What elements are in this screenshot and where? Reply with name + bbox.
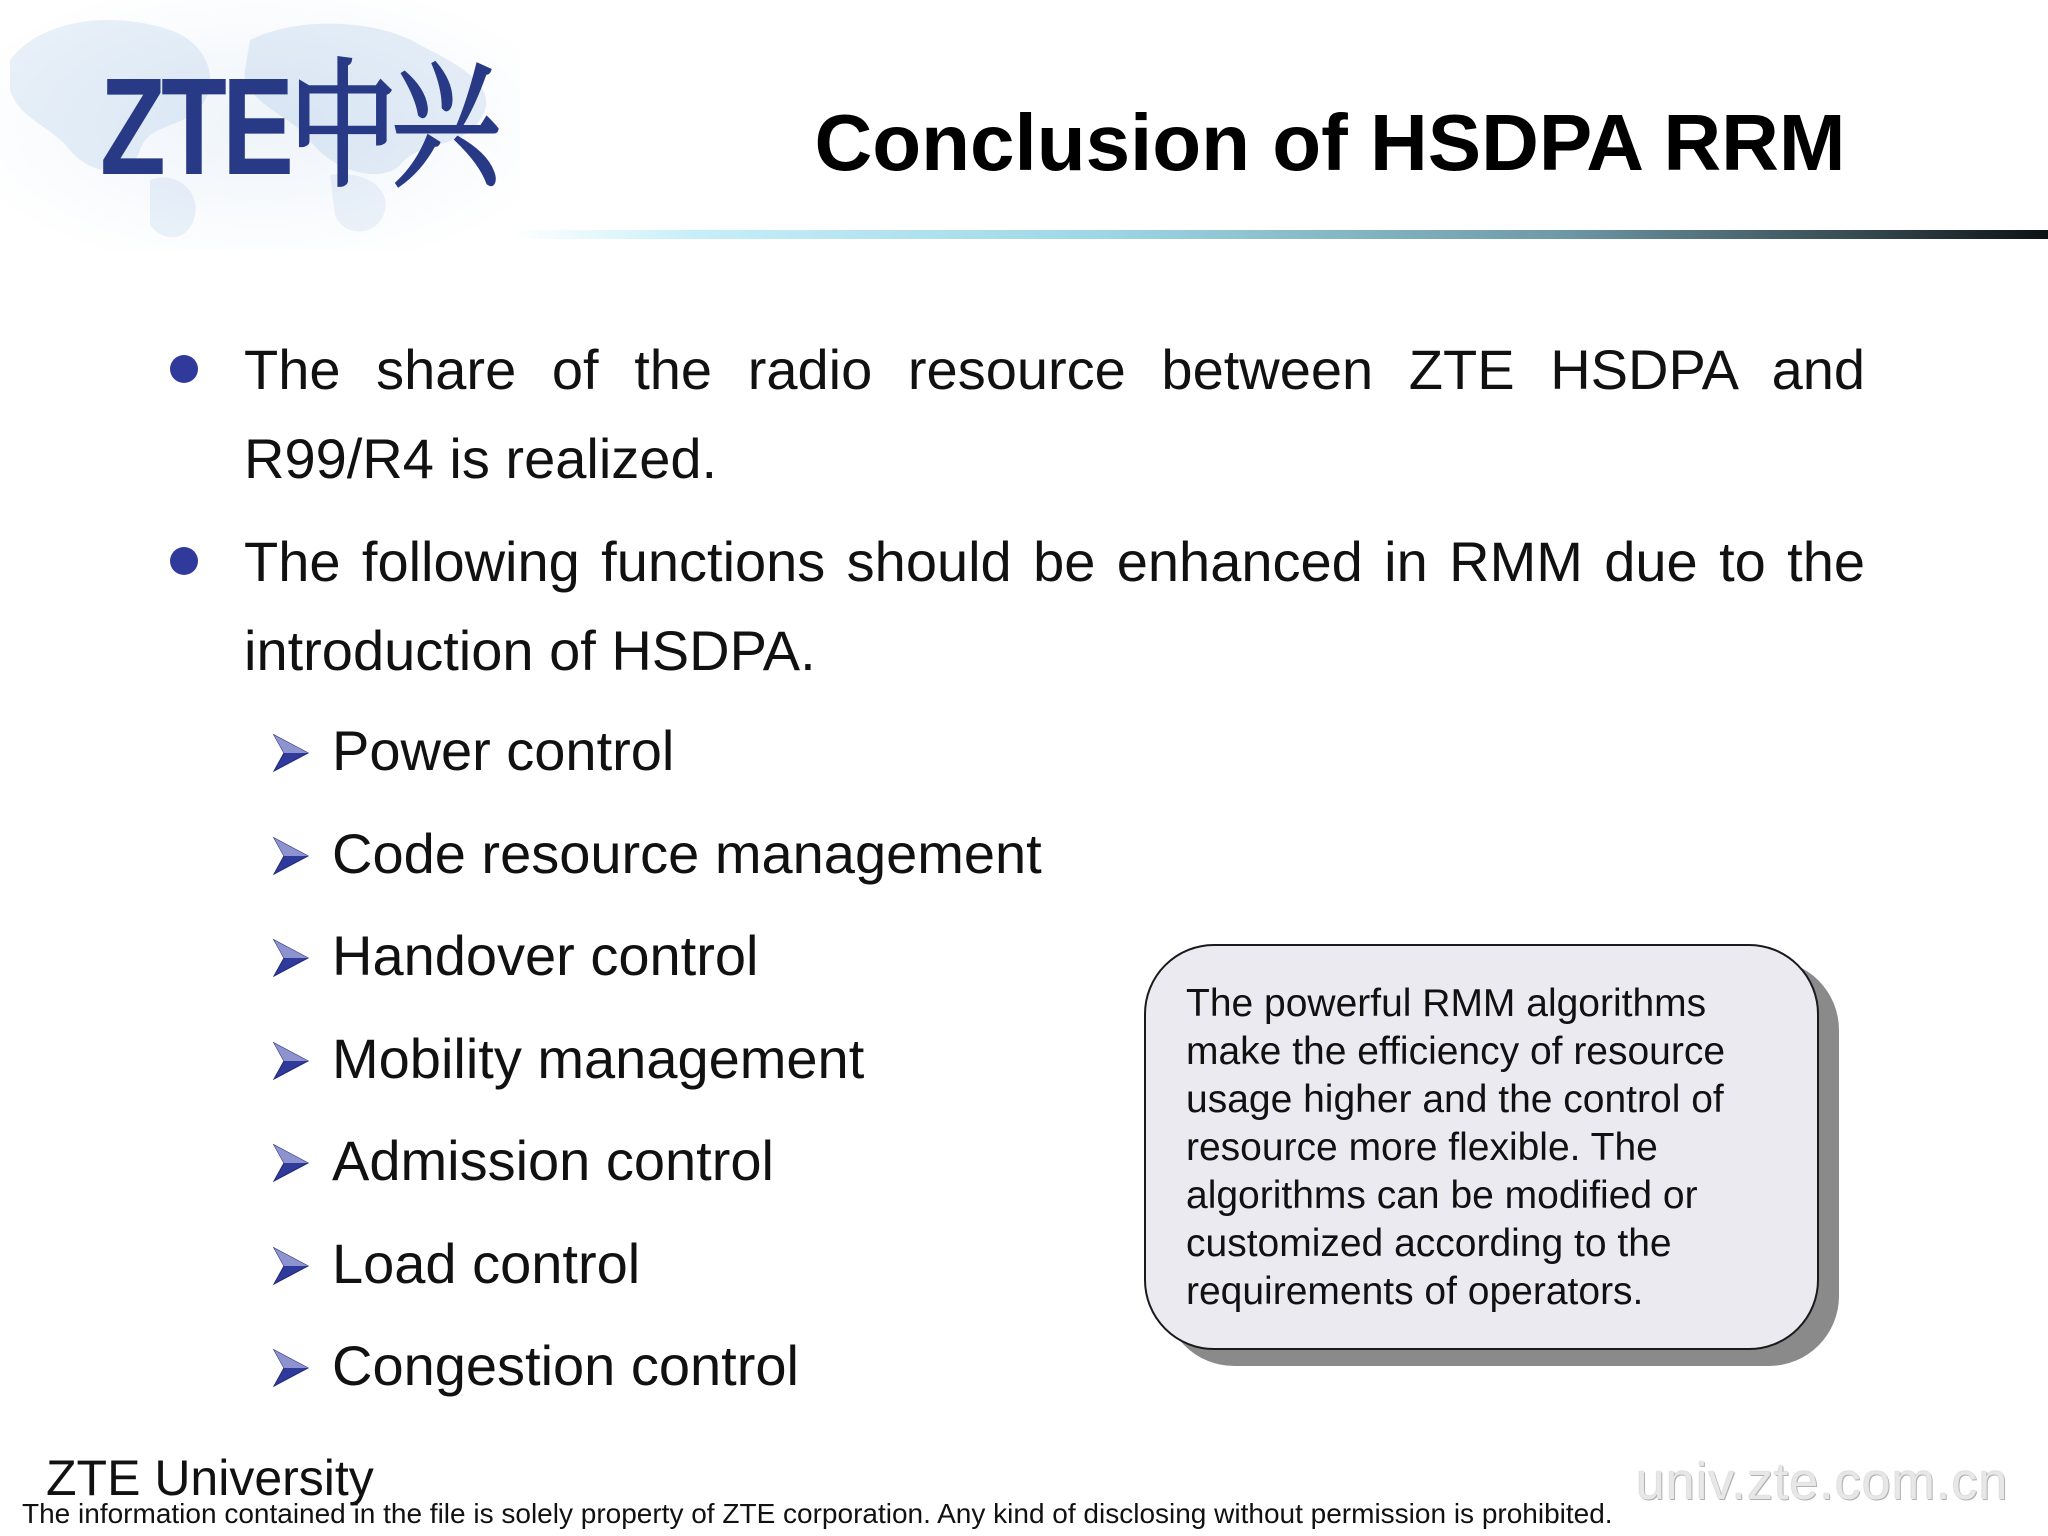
sub-bullet-text: Admission control: [332, 1129, 774, 1192]
arrowhead-icon: [272, 1143, 310, 1183]
bullet-item: [160, 325, 1865, 503]
sub-bullet-text: Congestion control: [332, 1334, 799, 1397]
bullet-text: The share of the radio resource between ZTE HSDPA and R99/R4 is realized.: [244, 338, 1865, 490]
sub-bullet-text: Power control: [332, 719, 675, 782]
sub-bullet-text: Load control: [332, 1231, 641, 1295]
arrowhead-icon: [272, 733, 310, 773]
sub-bullet-item: [268, 1110, 1042, 1213]
sub-bullet-item: [268, 803, 1042, 906]
sub-bullet-item: [268, 700, 1042, 803]
bullet-list: [160, 325, 1865, 709]
arrowhead-icon: [272, 1246, 310, 1286]
bullet-text: The following functions should be enhanced in RMM due to the introduction of HSDPA.: [244, 530, 1865, 682]
slide-title: Conclusion of HSDPA RRM: [814, 98, 1846, 187]
sub-bullet-text: Code resource management: [332, 821, 1042, 885]
bullet-dot-icon: [170, 355, 198, 383]
sub-bullet-text: Mobility management: [332, 1026, 865, 1090]
callout-box: The powerful RMM algorithms make the efficiency of resource usage higher and the control of resource more flexible. The algorithms can be modified or customized according to the requirements of operators.: [1144, 944, 1819, 1350]
arrowhead-icon: [272, 1348, 310, 1388]
arrowhead-icon: [272, 938, 310, 978]
footer-url-watermark: univ.zte.com.cn: [1636, 1453, 2009, 1511]
sub-bullet-item: [268, 1213, 1042, 1316]
sub-bullet-item: [268, 1008, 1042, 1111]
sub-bullet-item: [268, 1315, 1042, 1418]
arrowhead-icon: [272, 1041, 310, 1081]
footer-disclaimer: The information contained in the file is solely property of ZTE corporation. Any kind of disclosing without permission is prohibited.: [22, 1498, 1613, 1529]
footer-university: ZTE University: [46, 1450, 374, 1506]
sub-bullet-text: Handover control: [332, 924, 759, 987]
bullet-item: [160, 517, 1865, 695]
title-divider: [512, 230, 2048, 239]
sub-bullet-item: [268, 905, 1042, 1008]
sub-bullet-list: [268, 700, 1042, 1418]
arrowhead-icon: [272, 836, 310, 876]
zte-logo: ZTE中兴: [100, 50, 496, 204]
bullet-dot-icon: [170, 547, 198, 575]
